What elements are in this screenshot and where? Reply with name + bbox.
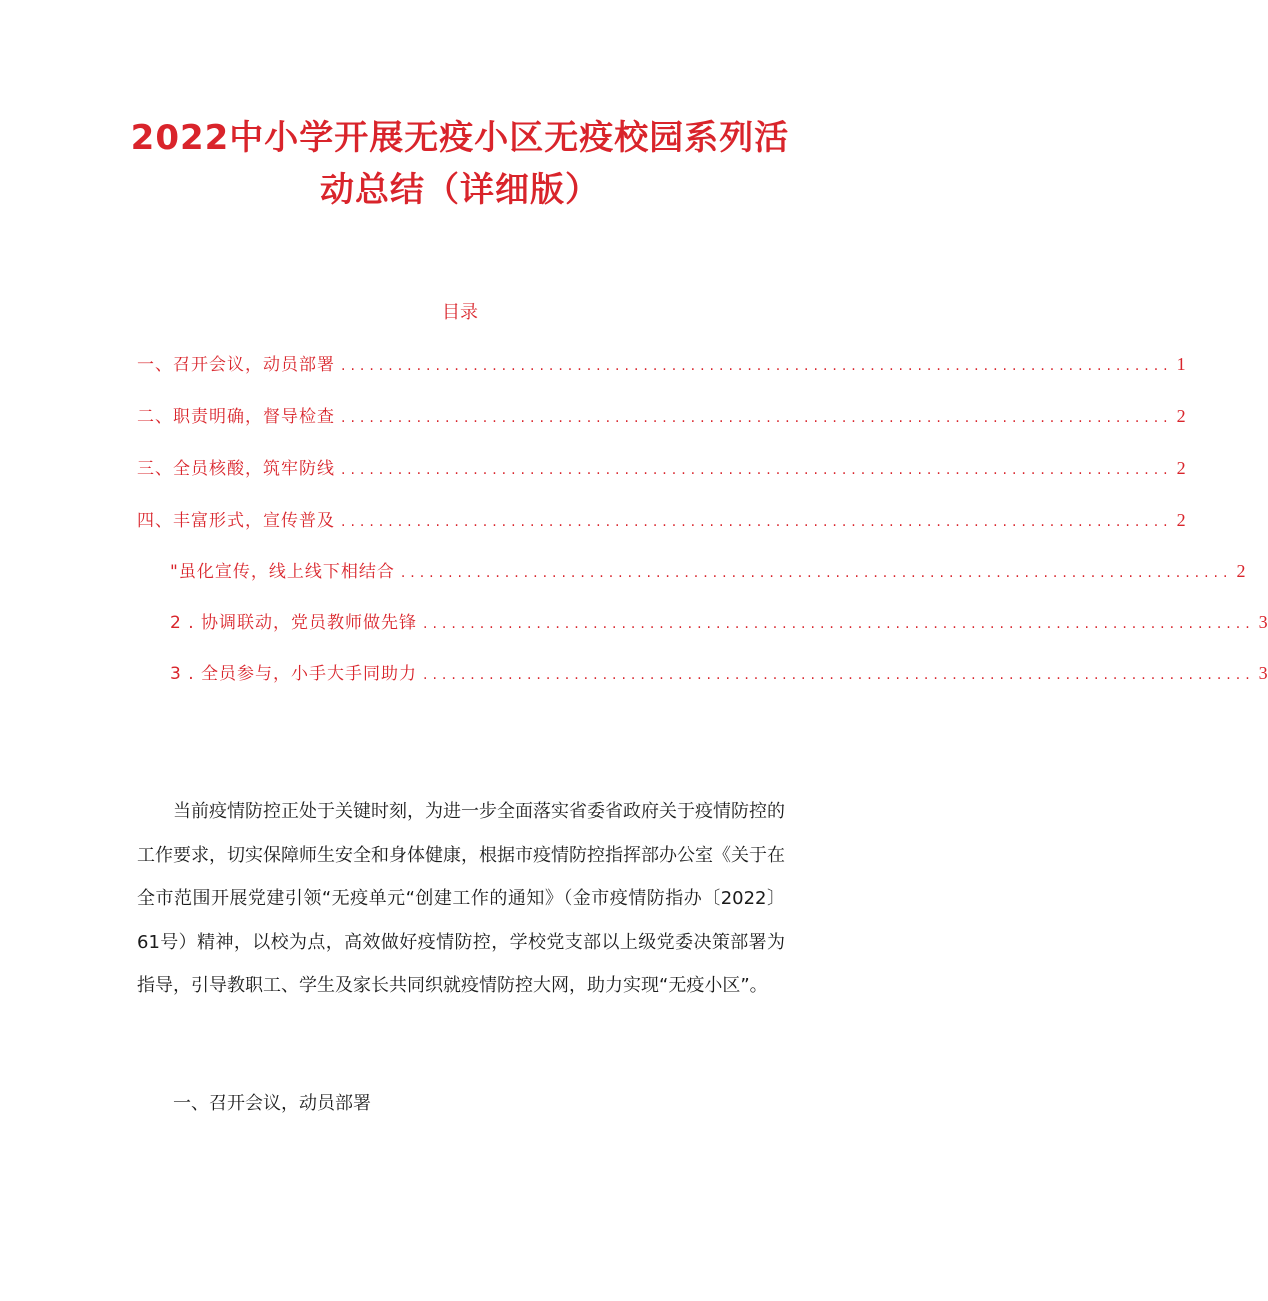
toc-page-number: 1 bbox=[1176, 354, 1186, 374]
toc-heading: 目录 bbox=[442, 302, 478, 323]
toc-entry[interactable] bbox=[137, 402, 1186, 428]
toc-subentry[interactable] bbox=[170, 608, 1268, 634]
toc-page-number: 2 bbox=[1236, 561, 1246, 581]
intro-paragraph: 当前疫情防控正处于关键时刻，为进一步全面落实省委省政府关于疫情防控的工作要求，切实保障师生安全和身体健康，根据市疫情防控指挥部办公室《关于在全市范围开展党建引领“无疫单元“创建工作的通知》（金市疫情防指办〔2022〕61号）精神，以校为点，高效做好疫情防控，学校党支部以上级党委决策部署为指导，引导教职工、学生及家长共同织就疫情防控大网，助力实现“无疫小区”。 bbox=[137, 801, 785, 996]
toc-subentry[interactable] bbox=[170, 659, 1268, 685]
toc-page-number: 3 bbox=[1258, 612, 1268, 632]
toc-dot-leader: ........................................................................................ bbox=[341, 358, 1173, 374]
toc-entry-label: 二、职责明确，督导检查 bbox=[137, 407, 335, 427]
toc-entry-label: 四、丰富形式，宣传普及 bbox=[137, 511, 335, 531]
toc-dot-leader: ........................................................................................ bbox=[423, 616, 1255, 632]
document-title bbox=[0, 112, 920, 216]
toc-entry-label: "虽化宣传，线上线下相结合 bbox=[170, 562, 395, 582]
toc-entry-label: 三、全员核酸，筑牢防线 bbox=[137, 459, 335, 479]
toc-page-number: 2 bbox=[1176, 406, 1186, 426]
toc-entry-label: 一、召开会议，动员部署 bbox=[137, 355, 335, 375]
toc-dot-leader: ........................................................................................ bbox=[341, 410, 1173, 426]
toc-page-number: 2 bbox=[1176, 458, 1186, 478]
toc-entry[interactable] bbox=[137, 350, 1186, 376]
toc-entry[interactable] bbox=[137, 506, 1186, 532]
title-line-1: 2022中小学开展无疫小区无疫校园系列活 bbox=[130, 118, 790, 158]
toc-entry-label: 3 . 全员参与，小手大手同助力 bbox=[170, 664, 418, 684]
toc-dot-leader: ........................................................................................ bbox=[400, 565, 1233, 581]
section-heading: 一、召开会议，动员部署 bbox=[173, 1093, 371, 1114]
toc-dot-leader: ........................................................................................ bbox=[341, 514, 1173, 530]
toc-entry[interactable] bbox=[137, 454, 1186, 480]
toc-page-number: 2 bbox=[1176, 510, 1186, 530]
toc-dot-leader: ........................................................................................ bbox=[341, 462, 1173, 478]
title-line-2: 动总结（详细版） bbox=[320, 170, 600, 210]
toc-page-number: 3 bbox=[1258, 663, 1268, 683]
toc-subentry[interactable] bbox=[170, 557, 1246, 583]
toc-dot-leader: ........................................................................................ bbox=[423, 667, 1255, 683]
toc-entry-label: 2 . 协调联动，党员教师做先锋 bbox=[170, 613, 418, 633]
